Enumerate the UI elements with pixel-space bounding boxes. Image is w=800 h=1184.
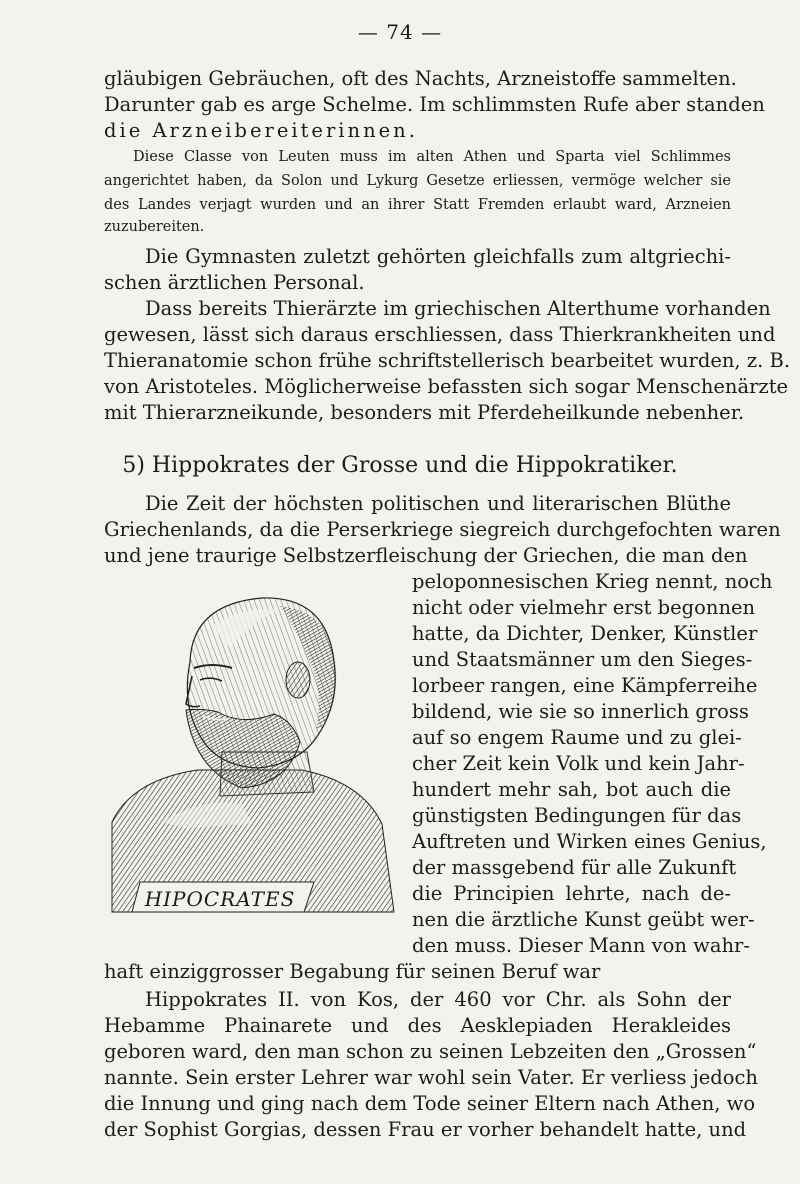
text-line: auf so engem Raume und zu glei- <box>412 726 742 749</box>
text-line: geboren ward, den man schon zu seinen Lebzeiten den „Grossen“ <box>104 1040 757 1063</box>
text-line: Hippokrates II. von Kos, der 460 vor Chr. als Sohn der <box>145 988 731 1011</box>
text-line: nicht oder vielmehr erst begonnen <box>412 596 756 619</box>
text-line: mit Thierarzneikunde, besonders mit Pferdeheilkunde nebenher. <box>104 401 745 424</box>
text-line: lorbeer rangen, eine Kämpferreihe <box>412 674 758 697</box>
text-line: Auftreten und Wirken eines Genius, <box>412 830 767 853</box>
text-line: schen ärztlichen Personal. <box>104 271 365 294</box>
text-line: von Aristoteles. Möglicherweise befassten sich sogar Menschenärzte <box>104 375 789 398</box>
note-line: angerichtet haben, da Solon und Lykurg Gesetze erliessen, vermöge welcher sie <box>104 173 731 189</box>
note-line: Diese Classe von Leuten muss im alten Athen und Sparta viel Schlimmes <box>133 149 731 165</box>
text-line: gewesen, lässt sich daraus erschliessen, dass Thierkrankheiten und <box>104 323 776 346</box>
text-line: Hebamme Phainarete und des Aesklepiaden Herakleides <box>104 1014 731 1037</box>
text-line: die Arzneibereiterinnen. <box>104 119 418 142</box>
text-line: nen die ärztliche Kunst geübt wer- <box>412 908 755 931</box>
hippocrates-bust-illustration <box>102 592 414 934</box>
text-line: und jene traurige Selbstzerfleischung der Griechen, die man den <box>104 544 748 567</box>
text-line: Die Zeit der höchsten politischen und literarischen Blüthe <box>145 492 731 515</box>
note-line: zuzubereiten. <box>104 219 205 235</box>
text-line: nannte. Sein erster Lehrer war wohl sein Vater. Er verliess jedoch <box>104 1066 758 1089</box>
text-line: Griechenlands, da die Perserkriege siegreich durchgefochten waren <box>104 518 781 541</box>
text-line: hundert mehr sah, bot auch die <box>412 778 731 801</box>
text-line: cher Zeit kein Volk und kein Jahr- <box>412 752 745 775</box>
text-line: der massgebend für alle Zukunft <box>412 856 737 879</box>
text-line: gläubigen Gebräuchen, oft des Nachts, Arzneistoffe sammelten. <box>104 67 737 90</box>
text-line: die Principien lehrte, nach de- <box>412 882 731 905</box>
text-line: Thieranatomie schon frühe schriftstellerisch bearbeitet wurden, z. B. <box>104 349 791 372</box>
text-line: peloponnesischen Krieg nennt, noch <box>412 570 773 593</box>
section-heading: 5) Hippokrates der Grosse und die Hippokratiker. <box>122 453 678 478</box>
text-line: der Sophist Gorgias, dessen Frau er vorher behandelt hatte, und <box>104 1118 747 1141</box>
text-line: günstigsten Bedingungen für das <box>412 804 742 827</box>
text-line: den muss. Dieser Mann von wahr- <box>412 934 750 957</box>
text-line: und Staatsmänner um den Sieges- <box>412 648 753 671</box>
text-line: hatte, da Dichter, Denker, Künstler <box>412 622 758 645</box>
text-line: bildend, wie sie so innerlich gross <box>412 700 749 723</box>
note-line: des Landes verjagt wurden und an ihrer Statt Fremden erlaubt ward, Arzneien <box>104 197 731 213</box>
page-number: — 74 — <box>357 20 443 44</box>
text-line: Darunter gab es arge Schelme. Im schlimmsten Rufe aber standen <box>104 93 765 116</box>
text-line: die Innung und ging nach dem Tode seiner Eltern nach Athen, wo <box>104 1092 756 1115</box>
text-line: Dass bereits Thierärzte im griechischen Alterthume vorhanden <box>145 297 771 320</box>
text-line: haft einziggrosser Begabung für seinen Beruf war <box>104 960 601 983</box>
text-line: Die Gymnasten zuletzt gehörten gleichfalls zum altgriechi- <box>145 245 731 268</box>
bust-inscription: HIPOCRATES <box>144 887 296 911</box>
